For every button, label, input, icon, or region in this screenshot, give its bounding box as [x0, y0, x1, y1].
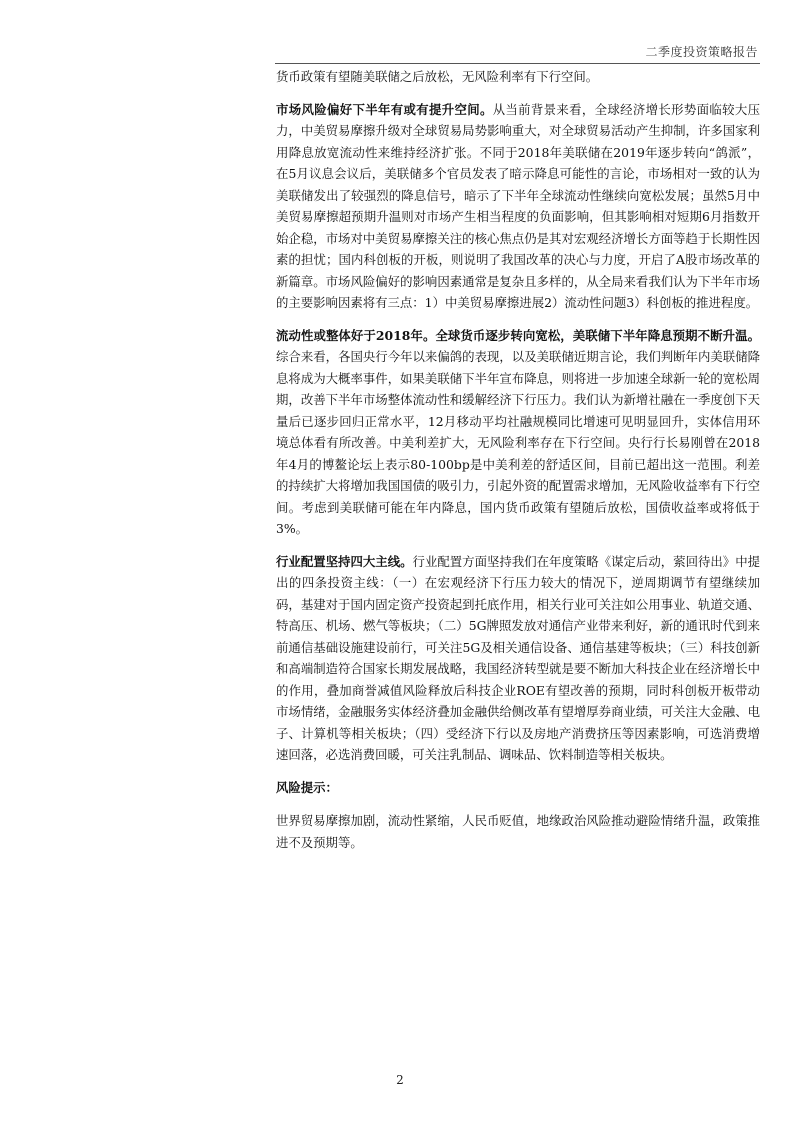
paragraph-lead: 流动性或整体好于2018年。全球货币逐步转向宽松，美联储下半年降息预期不断升温。 — [276, 327, 760, 343]
report-title: 二季度投资策略报告 — [645, 45, 758, 59]
paragraph-text: 货币政策有望随美联储之后放松，无风险利率有下行空间。 — [276, 69, 599, 84]
paragraph-risk-appetite — [276, 99, 760, 314]
paragraph-lead: 市场风险偏好下半年有或有提升空间。 — [276, 101, 493, 117]
page-number: 2 — [396, 1073, 404, 1087]
risk-text: 世界贸易摩擦加剧，流动性紧缩，人民币贬值，地缘政治风险推动避险情绪升温，政策推进不及预期等。 — [276, 813, 760, 850]
paragraph-lead: 行业配置坚持四大主线。 — [276, 553, 413, 569]
header-divider — [275, 63, 760, 64]
paragraph-text: 行业配置方面坚持我们在年度策略《谋定后动，萦回待出》中提出的四条投资主线：（一）在宏观经济下行压力较大的情况下，逆周期调节有望继续加码，基建对于国内固定资产投资起到托底作用，相关行业可关注如公用事业、轨道交通、特高压、机场、燃气等板块；（二）5G牌照发放对通信产业带来利好，新的通讯时代到来前通信基础设施建设前行，可关注5G及相关通信设备、通信基建等板块；（三）科技创新和高端制造符合国家长期发展战略，我国经济转型就是要不断加大科技企业在经济增长中的作用，叠加商誉减值风险释放后科技企业ROE有望改善的预期，同时科创板开板带动市场情绪，金融服务实体经济叠加金融供给侧改革有望增厚券商业绩，可关注大金融、电子、计算机等相关板块；（四）受经济下行以及房地产消费挤压等因素影响，可选消费增速回落，必选消费回暖，可关注乳制品、调味品、饮料制造等相关板块。 — [276, 553, 761, 762]
document-body — [276, 66, 760, 864]
paragraph-monetary-policy — [276, 66, 760, 88]
risk-heading: 风险提示： — [276, 779, 338, 795]
paragraph-text: 综合来看，各国央行今年以来偏鸽的表现，以及美联储近期言论，我们判断年内美联储降息将成为大概率事件，如果美联储下半年宣布降息，则将进一步加速全球新一轮的宽松周期，改善下半年市场整体流动性和缓解经济下行压力。我们认为新增社融在一季度创下天量后已逐步回归正常水平，12月移动平均社融规模同比增速可见明显回升，实体信用环境总体看有所改善。中美利差扩大，无风险利率存在下行空间。央行行长易刚曾在2018年4月的博鳌论坛上表示80-100bp是中美利差的舒适区间，目前已超出这一范围。利差的持续扩大将增加我国国债的吸引力，引起外资的配置需求增加，无风险收益率有下行空间。考虑到美联储可能在年内降息，国内货币政策有望随后放松，国债收益率或将低于3%。 — [276, 349, 760, 536]
paragraph-text: 从当前背景来看，全球经济增长形势面临较大压力，中美贸易摩擦升级对全球贸易局势影响重大，对全球贸易活动产生抑制，许多国家利用降息放宽流动性来维持经济扩张。不同于2018年美联储在2019年逐步转向“鸽派”，在5月议息会议后，美联储多个官员发表了暗示降息可能性的言论，市场相对一致的认为美联储发出了较强烈的降息信号，暗示了下半年全球流动性继续向宽松发展；虽然5月中美贸易摩擦超预期升温则对市场产生相当程度的负面影响，但其影响相对短期6月指数开始企稳，市场对中美贸易摩擦关注的核心焦点仍是其对宏观经济增长方面等趋于长期性因素的担忧；国内科创板的开板，则说明了我国改革的决心与力度，开启了A股市场改革的新篇章。市场风险偏好的影响因素通常是复杂且多样的，从全局来看我们认为下半年市场的主要影响因素将有三点：1）中美贸易摩擦进展2）流动性问题3）科创板的推进程度。 — [276, 101, 761, 310]
paragraph-liquidity — [276, 325, 760, 540]
paragraph-industry-allocation — [276, 551, 760, 766]
